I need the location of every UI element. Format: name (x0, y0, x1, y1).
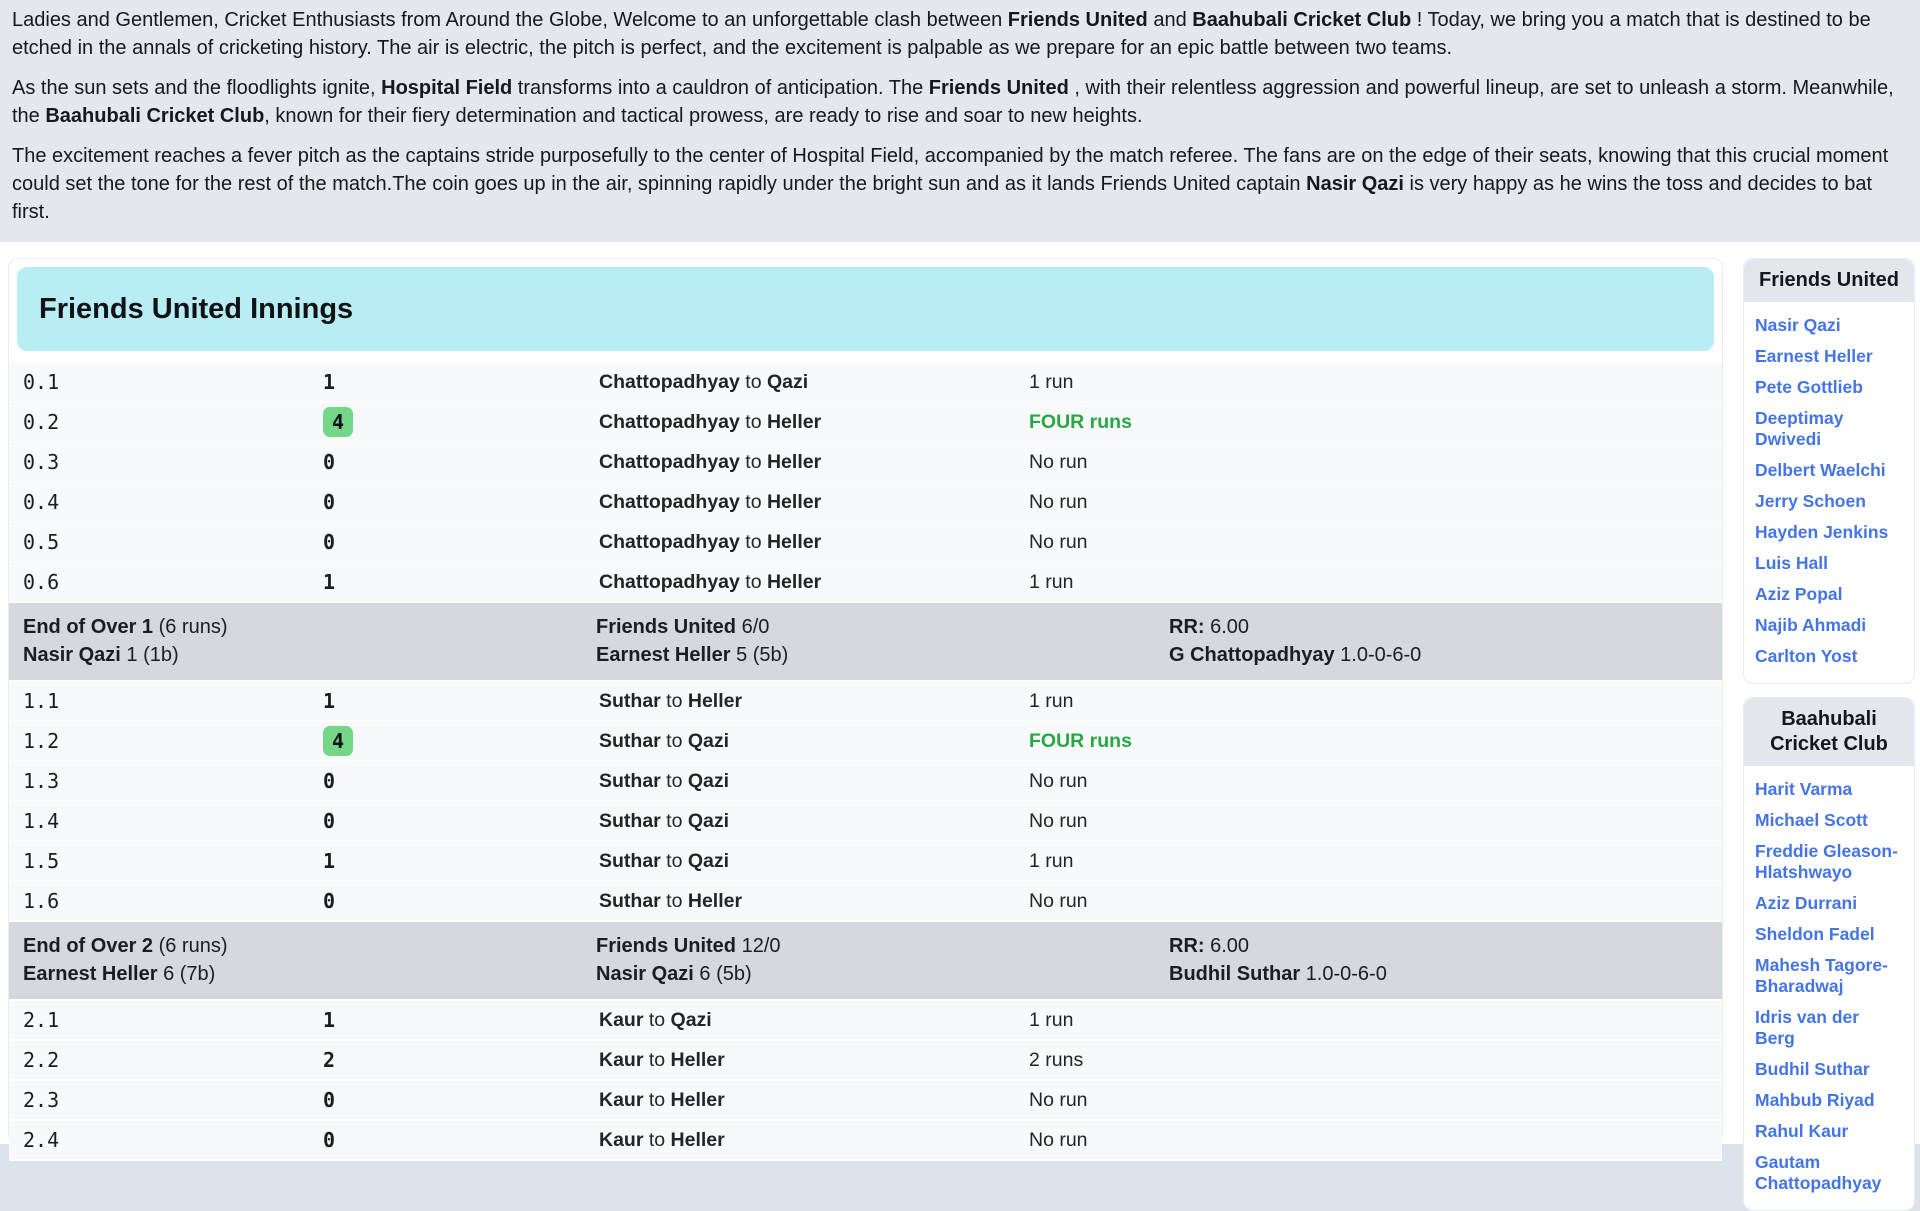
ball-row (9, 483, 1722, 523)
delivery-text: Chattopadhyay to Qazi (599, 370, 809, 393)
player-link[interactable]: Nasir Qazi (1755, 315, 1841, 335)
runs-value: 0 (323, 490, 336, 514)
player-link[interactable]: Deeptimay Dwivedi (1755, 408, 1844, 449)
ball-result: No run (1029, 530, 1088, 553)
ball-number: 0.6 (23, 570, 60, 594)
delivery-text: Suthar to Heller (599, 689, 743, 712)
ball-result: 1 run (1029, 689, 1074, 712)
ball-number: 2.1 (23, 1008, 60, 1032)
over-summary-line: RR: 6.00 (1169, 616, 1250, 638)
player-link[interactable]: Aziz Durrani (1755, 893, 1858, 913)
ball-row (9, 443, 1722, 483)
delivery-text: Kaur to Heller (599, 1088, 725, 1111)
over-summary-col (1155, 932, 1722, 988)
delivery-text: Chattopadhyay to Heller (599, 490, 822, 513)
ball-number: 1.5 (23, 849, 60, 873)
ball-row (9, 842, 1722, 882)
player-link[interactable]: Aziz Popal (1755, 584, 1843, 604)
intro-paragraph: Ladies and Gentlemen, Cricket Enthusiasts from Around the Globe, Welcome to an unforgettable clash between Friends United and Baahubali Cricket Club ! Today, we bring you a match that is destined to be etched in the annals of cricketing history. The air is electric, the pitch is perfect, and the excitement is palpable as we prepare for an epic battle between two teams. (12, 9, 1871, 59)
ball-result: No run (1029, 1088, 1088, 1111)
boundary-badge: 4 (323, 726, 353, 756)
runs-value: 0 (323, 530, 336, 554)
runs-value: 0 (323, 889, 336, 913)
over-summary-row (9, 922, 1722, 1001)
player-link[interactable]: Earnest Heller (1755, 346, 1873, 366)
ball-number: 0.3 (23, 450, 60, 474)
player-link[interactable]: Sheldon Fadel (1755, 924, 1875, 944)
player-link[interactable]: Jerry Schoen (1755, 491, 1866, 511)
ball-result: 1 run (1029, 570, 1074, 593)
over-summary-line: Earnest Heller 6 (7b) (23, 963, 216, 985)
delivery-text: Chattopadhyay to Heller (599, 410, 822, 433)
ball-number: 2.3 (23, 1088, 60, 1112)
ball-number: 0.1 (23, 370, 60, 394)
runs-value: 1 (323, 689, 336, 713)
runs-value: 1 (323, 849, 336, 873)
over-summary-col (582, 613, 1155, 669)
intro-paragraph: As the sun sets and the floodlights ignite, Hospital Field transforms into a cauldron of anticipation. The Friends United , with their relentless aggression and powerful lineup, are set to unleash a storm. Meanwhile, the Baahubali Cricket Club, known for their fiery determination and tactical prowess, are ready to rise and soar to new heights. (12, 77, 1894, 127)
ball-row (9, 403, 1722, 443)
ball-result: FOUR runs (1029, 729, 1132, 752)
ball-number: 1.3 (23, 769, 60, 793)
player-link[interactable]: Mahbub Riyad (1755, 1090, 1875, 1110)
delivery-text: Chattopadhyay to Heller (599, 570, 822, 593)
over-summary-line: End of Over 1 (6 runs) (23, 616, 228, 638)
ball-result: No run (1029, 1128, 1088, 1151)
ball-row (9, 1081, 1722, 1121)
ball-result: No run (1029, 889, 1088, 912)
ball-runs (309, 370, 585, 394)
player-link[interactable]: Delbert Waelchi (1755, 460, 1886, 480)
over-summary-line: RR: 6.00 (1169, 935, 1250, 957)
ball-row (9, 882, 1722, 922)
over-summary-line: End of Over 2 (6 runs) (23, 935, 228, 957)
runs-value: 0 (323, 1128, 336, 1152)
delivery-text: Suthar to Qazi (599, 849, 730, 872)
ball-result: No run (1029, 769, 1088, 792)
ball-number: 0.2 (23, 410, 60, 434)
delivery-text: Kaur to Heller (599, 1048, 725, 1071)
ball-runs (309, 849, 585, 873)
innings-header (17, 267, 1714, 351)
ball-runs (309, 809, 585, 833)
ball-row (9, 682, 1722, 722)
player-link[interactable]: Rahul Kaur (1755, 1121, 1849, 1141)
ball-runs (309, 889, 585, 913)
ball-row (9, 762, 1722, 802)
ball-runs (309, 726, 585, 756)
player-link[interactable]: Idris van der Berg (1755, 1007, 1860, 1048)
ball-number: 2.2 (23, 1048, 60, 1072)
runs-value: 0 (323, 450, 336, 474)
ball-row (9, 563, 1722, 603)
intro-paragraph: The excitement reaches a fever pitch as the captains stride purposefully to the center of Hospital Field, accompanied by the match referee. The fans are on the edge of their seats, knowing that this crucial moment could set the tone for the rest of the match.The coin goes up in the air, spinning rapidly under the bright sun and as it lands Friends United captain Nasir Qazi is very happy as he wins the toss and decides to bat first. (12, 145, 1889, 223)
ball-row (9, 1121, 1722, 1161)
ball-result: No run (1029, 809, 1088, 832)
delivery-text: Suthar to Qazi (599, 729, 730, 752)
match-feed-card (8, 258, 1723, 1152)
delivery-text: Chattopadhyay to Heller (599, 450, 822, 473)
runs-value: 1 (323, 570, 336, 594)
content-area (0, 242, 1920, 1193)
over-summary-line: Nasir Qazi 6 (5b) (596, 963, 752, 985)
ball-runs (309, 570, 585, 594)
team-name: Friends United (1744, 259, 1914, 302)
ball-result: 1 run (1029, 370, 1074, 393)
ball-runs (309, 1128, 585, 1152)
ball-row (9, 802, 1722, 842)
ball-number: 2.4 (23, 1128, 60, 1152)
runs-value: 1 (323, 1008, 336, 1032)
delivery-text: Chattopadhyay to Heller (599, 530, 822, 553)
over-summary-col (582, 932, 1155, 988)
ball-runs (309, 407, 585, 437)
player-link[interactable]: Mahesh Tagore-Bharadwaj (1755, 955, 1888, 996)
player-link[interactable]: Pete Gottlieb (1755, 377, 1863, 397)
player-list (1744, 302, 1914, 683)
player-link[interactable]: Najib Ahmadi (1755, 615, 1867, 635)
ball-number: 0.5 (23, 530, 60, 554)
player-link[interactable]: Gautam Chattopadhyay (1755, 1152, 1882, 1193)
over-summary-row (9, 603, 1722, 682)
boundary-badge: 4 (323, 407, 353, 437)
over-summary-col (1155, 613, 1722, 669)
ball-result: 2 runs (1029, 1048, 1084, 1071)
ball-runs (309, 450, 585, 474)
ball-result: No run (1029, 490, 1088, 513)
sidebar (1743, 258, 1915, 1211)
commentary-feed (9, 363, 1722, 1161)
team-name: Baahubali Cricket Club (1744, 698, 1914, 766)
player-link[interactable]: Freddie Gleason-Hlatshwayo (1755, 841, 1898, 882)
ball-runs (309, 1048, 585, 1072)
ball-result: No run (1029, 450, 1088, 473)
ball-number: 1.4 (23, 809, 60, 833)
delivery-text: Suthar to Heller (599, 889, 743, 912)
ball-number: 1.1 (23, 689, 60, 713)
ball-result: 1 run (1029, 849, 1074, 872)
delivery-text: Kaur to Heller (599, 1128, 725, 1151)
runs-value: 0 (323, 1088, 336, 1112)
ball-number: 1.6 (23, 889, 60, 913)
player-link[interactable]: Budhil Suthar (1755, 1059, 1870, 1079)
ball-number: 1.2 (23, 729, 60, 753)
ball-result: 1 run (1029, 1008, 1074, 1031)
ball-result: FOUR runs (1029, 410, 1132, 433)
ball-runs (309, 490, 585, 514)
over-summary-line: Friends United 12/0 (596, 935, 781, 957)
over-summary-line: G Chattopadhyay 1.0-0-6-0 (1169, 644, 1422, 666)
over-summary-line: Nasir Qazi 1 (1b) (23, 644, 179, 666)
player-link[interactable]: Hayden Jenkins (1755, 522, 1889, 542)
runs-value: 1 (323, 370, 336, 394)
player-link[interactable]: Michael Scott (1755, 810, 1868, 830)
ball-runs (309, 530, 585, 554)
team-card (1743, 697, 1915, 1211)
ball-row (9, 1001, 1722, 1041)
ball-row (9, 1041, 1722, 1081)
delivery-text: Kaur to Qazi (599, 1008, 712, 1031)
player-link[interactable]: Luis Hall (1755, 553, 1828, 573)
ball-runs (309, 1088, 585, 1112)
over-summary-line: Budhil Suthar 1.0-0-6-0 (1169, 963, 1387, 985)
ball-runs (309, 769, 585, 793)
ball-runs (309, 689, 585, 713)
over-summary-line: Earnest Heller 5 (5b) (596, 644, 789, 666)
player-link[interactable]: Carlton Yost (1755, 646, 1858, 666)
player-link[interactable]: Harit Varma (1755, 779, 1853, 799)
over-summary-line: Friends United 6/0 (596, 616, 770, 638)
ball-number: 0.4 (23, 490, 60, 514)
ball-row (9, 722, 1722, 762)
runs-value: 2 (323, 1048, 336, 1072)
over-summary-col (9, 932, 582, 988)
over-summary-col (9, 613, 582, 669)
ball-runs (309, 1008, 585, 1032)
innings-title: Friends United Innings (39, 292, 354, 325)
runs-value: 0 (323, 769, 336, 793)
delivery-text: Suthar to Qazi (599, 769, 730, 792)
team-card (1743, 258, 1915, 684)
player-list (1744, 766, 1914, 1210)
runs-value: 0 (323, 809, 336, 833)
ball-row (9, 363, 1722, 403)
ball-row (9, 523, 1722, 563)
delivery-text: Suthar to Qazi (599, 809, 730, 832)
intro-section (0, 0, 1920, 242)
